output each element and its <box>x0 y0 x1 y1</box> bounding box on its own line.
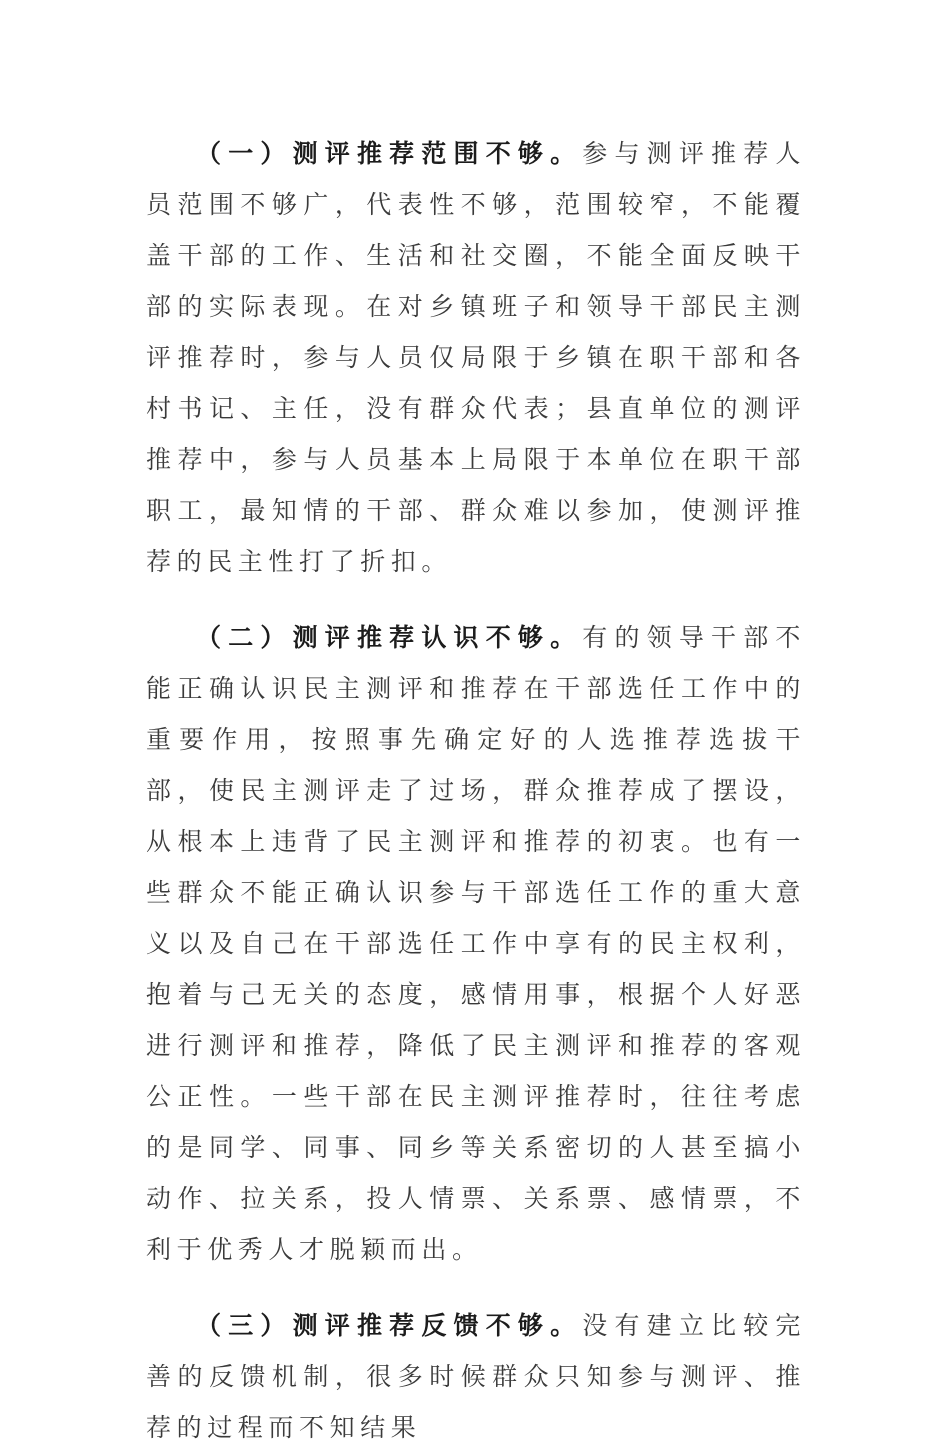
paragraph-text: 没有建立比较完善的反馈机制，很多时候群众只知参与测评、推荐的过程而不知结果 <box>146 1311 806 1442</box>
paragraph-text: 有的领导干部不能正确认识民主测评和推荐在干部选任工作中的重要作用，按照事先确定好的人选推荐选拔干部，使民主测评走了过场，群众推荐成了摆设，从根本上违背了民主测评和推荐的初衷。也有一些群众不能正确认识参与干部选任工作的重大意义以及自己在干部选任工作中享有的民主权利，抱着与己无关的态度，感情用事，根据个人好恶进行测评和推荐，降低了民主测评和推荐的客观公正性。一些干部在民主测评推荐时，往往考虑的是同学、同事、同乡等关系密切的人甚至搞小动作、拉关系，投人情票、关系票、感情票，不利于优秀人才脱颖而出。 <box>146 623 806 1264</box>
paragraph-heading: （二）测评推荐认识不够。 <box>196 623 583 652</box>
paragraph-heading: （三）测评推荐反馈不够。 <box>196 1311 583 1340</box>
paragraph-awareness <box>146 612 806 1275</box>
document-body <box>146 128 806 1453</box>
paragraph-scope <box>146 128 806 587</box>
paragraph-text: 参与测评推荐人员范围不够广，代表性不够，范围较窄，不能覆盖干部的工作、生活和社交圈，不能全面反映干部的实际表现。在对乡镇班子和领导干部民主测评推荐时，参与人员仅局限于乡镇在职干部和各村书记、主任，没有群众代表；县直单位的测评推荐中，参与人员基本上局限于本单位在职干部职工，最知情的干部、群众难以参加，使测评推荐的民主性打了折扣。 <box>146 139 806 576</box>
paragraph-feedback <box>146 1300 806 1453</box>
paragraph-heading: （一）测评推荐范围不够。 <box>196 139 583 168</box>
